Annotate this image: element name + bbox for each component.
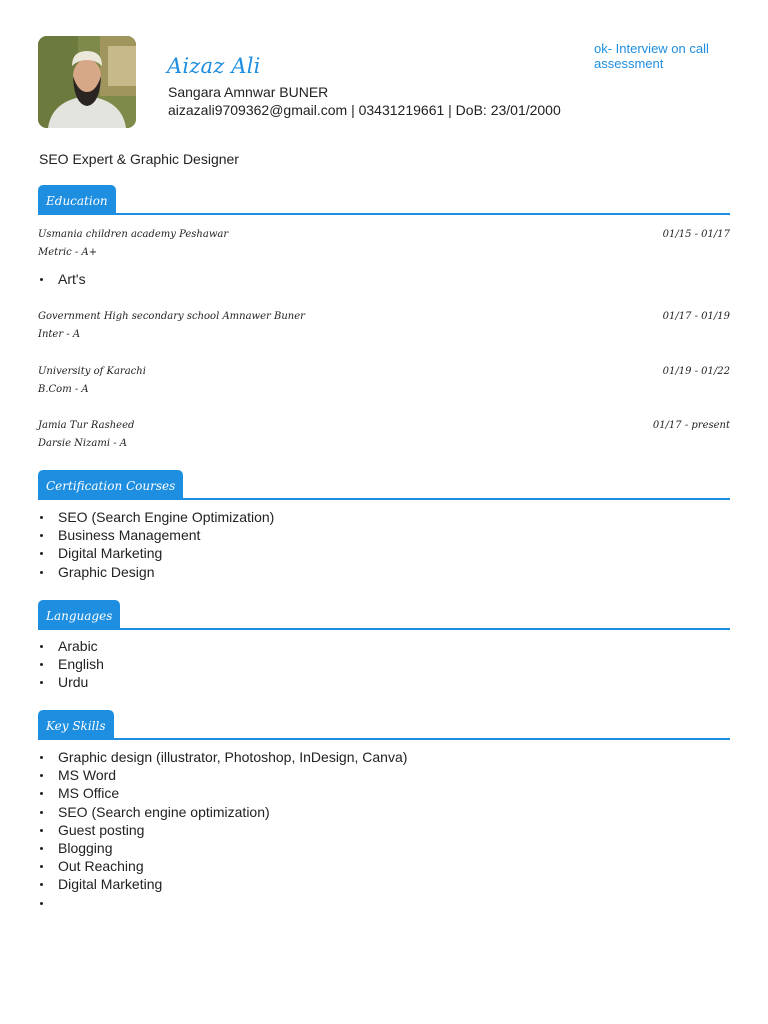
education-degree: Darsie Nizami - A (38, 438, 128, 449)
list-item: MS Word (38, 766, 407, 784)
education-entry (38, 229, 730, 258)
education-entry (38, 420, 730, 449)
certifications-title: Certification Courses (38, 470, 183, 499)
certifications-section-header (38, 470, 730, 501)
profile-photo (38, 36, 136, 128)
education-dates: 01/17 - 01/19 (662, 311, 730, 322)
person-photo-icon (38, 36, 136, 128)
languages-list (38, 637, 104, 692)
education-school: Usmania children academy Peshawar (38, 229, 229, 240)
candidate-headline: SEO Expert & Graphic Designer (39, 151, 239, 167)
education-degree: B.Com - A (38, 384, 89, 395)
education-degree: Inter - A (38, 329, 81, 340)
list-item: Arabic (38, 637, 104, 655)
skills-title: Key Skills (38, 710, 114, 739)
candidate-contact: aizazali9709362@gmail.com | 03431219661 | DoB: 23/01/2000 (168, 102, 561, 118)
education-entry (38, 311, 730, 340)
recruiter-note: ok- Interview on call assessment (594, 41, 709, 71)
education-dates: 01/17 - present (652, 420, 730, 431)
list-item: English (38, 655, 104, 673)
education-degree: Metric - A+ (38, 247, 98, 258)
education-dates: 01/15 - 01/17 (662, 229, 730, 240)
education-school: University of Karachi (38, 366, 146, 377)
list-item: Urdu (38, 673, 104, 691)
candidate-name: Aizaz Ali (167, 54, 261, 78)
list-item: Graphic Design (38, 563, 274, 581)
candidate-address: Sangara Amnwar BUNER (168, 84, 329, 100)
education-extra-list (38, 270, 86, 288)
skills-section-header (38, 710, 730, 741)
list-item: Out Reaching (38, 857, 407, 875)
languages-title: Languages (38, 600, 120, 629)
education-title: Education (38, 185, 116, 214)
list-item: SEO (Search Engine Optimization) (38, 508, 274, 526)
section-divider (38, 738, 730, 740)
section-divider (38, 498, 730, 500)
list-item (38, 894, 407, 912)
section-divider (38, 213, 730, 215)
education-school: Jamia Tur Rasheed (38, 420, 135, 431)
list-item: Business Management (38, 526, 274, 544)
education-entry (38, 366, 730, 395)
list-item: Graphic design (illustrator, Photoshop, InDesign, Canva) (38, 748, 407, 766)
list-item: Guest posting (38, 821, 407, 839)
languages-section-header (38, 600, 730, 631)
list-item: MS Office (38, 784, 407, 802)
certifications-list (38, 508, 274, 581)
list-item: Blogging (38, 839, 407, 857)
education-section-header (38, 185, 730, 216)
list-item: Digital Marketing (38, 544, 274, 562)
list-item: Digital Marketing (38, 875, 407, 893)
education-school: Government High secondary school Amnawer Buner (38, 311, 305, 322)
education-dates: 01/19 - 01/22 (662, 366, 730, 377)
list-item: SEO (Search engine optimization) (38, 803, 407, 821)
list-item: Art's (38, 270, 86, 288)
section-divider (38, 628, 730, 630)
skills-list (38, 748, 407, 912)
